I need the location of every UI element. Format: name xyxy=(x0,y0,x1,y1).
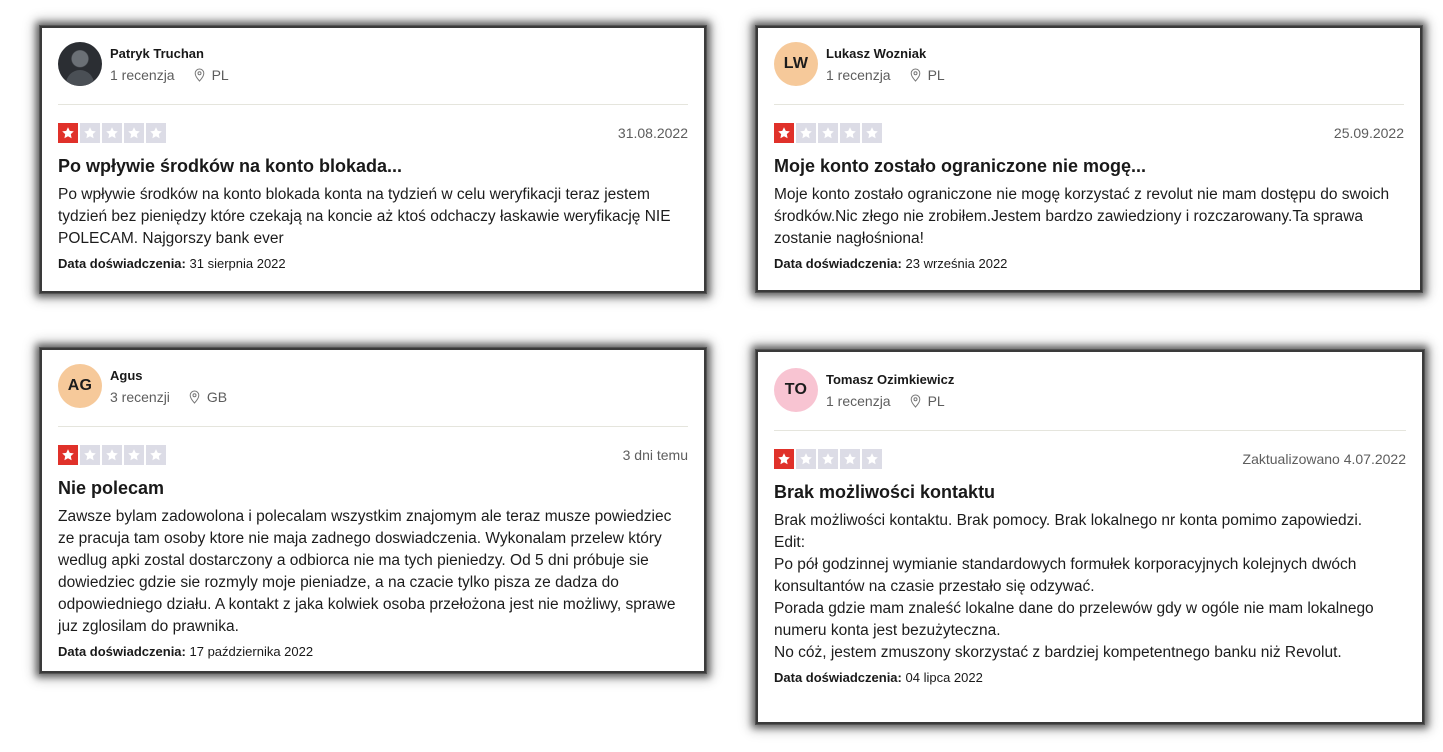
review-card xyxy=(40,26,706,293)
review-count: 1 recenzja xyxy=(110,67,175,83)
star-icon xyxy=(124,123,144,143)
star-icon xyxy=(58,445,78,465)
experience-label: Data doświadczenia: xyxy=(58,644,186,659)
experience-label: Data doświadczenia: xyxy=(58,256,186,271)
reviewer-meta xyxy=(826,67,945,83)
reviewer-meta xyxy=(826,393,945,409)
experience-date xyxy=(58,644,688,659)
experience-date-value: 17 października 2022 xyxy=(189,644,314,659)
review-date: 25.09.2022 xyxy=(1333,125,1404,141)
star-icon xyxy=(862,449,882,469)
star-rating xyxy=(58,445,166,465)
experience-date xyxy=(774,670,1406,685)
review-date: 3 dni temu xyxy=(622,447,688,463)
location-pin-icon xyxy=(909,394,922,408)
experience-date-value: 04 lipca 2022 xyxy=(905,670,983,685)
experience-date-value: 23 września 2022 xyxy=(905,256,1008,271)
star-rating xyxy=(58,123,166,143)
review-card xyxy=(756,350,1424,724)
star-rating xyxy=(774,123,882,143)
review-text: Zawsze bylam zadowolona i polecalam wszystkim znajomym ale teraz musze powiedziec ze pracuja tam osoby ktore nie maja zadnego doswiadczenia. Wykonalam przelew który wedlug apki zostal dostarczony a odbiorca nie ma tych pieniedzy. Od 5 dni próbuje sie dowiedziec gdzie sie rozmyly moje pieniadze, a na czacie tylko pisza ze dadza do odpowiedniego działu. A kontakt z jaka kolwiek osoba przełożona jest nie możliwy, sprawe juz zglosilam do prawnika. xyxy=(58,508,676,635)
review-header xyxy=(774,352,1406,431)
location-pin-icon xyxy=(193,68,206,82)
avatar[interactable] xyxy=(774,42,818,86)
review-header xyxy=(774,28,1404,105)
star-icon xyxy=(102,445,122,465)
reviewer-name[interactable]: Patryk Truchan xyxy=(110,46,204,61)
avatar-initials: AG xyxy=(67,377,93,394)
avatar-initials: TO xyxy=(784,381,808,398)
experience-date xyxy=(58,256,688,271)
star-icon xyxy=(146,445,166,465)
location-pin-icon xyxy=(909,68,922,82)
reviewer-country: PL xyxy=(927,67,945,83)
star-icon xyxy=(840,123,860,143)
star-icon xyxy=(774,123,794,143)
reviewer-country: GB xyxy=(206,389,228,405)
review-header xyxy=(58,350,688,427)
reviewer-meta xyxy=(110,67,229,83)
review-date: 31.08.2022 xyxy=(617,125,688,141)
reviewer-name[interactable]: Agus xyxy=(110,368,143,383)
reviewer-country: PL xyxy=(927,393,945,409)
star-icon xyxy=(818,123,838,143)
star-icon xyxy=(80,123,100,143)
avatar-initials: LW xyxy=(783,55,809,72)
review-text: Po wpływie środków na konto blokada konta na tydzień w celu weryfikacji teraz jestem tydzień bez pieniędzy które czekają na koncie aż ktoś odchaczy łaskawie weryfikację NIE POLECAM. Najgorszy bank ever xyxy=(58,186,671,247)
star-rating xyxy=(774,449,882,469)
review-text: Moje konto zostało ograniczone nie mogę korzystać z revolut nie mam dostępu do swoich środków.Nic złego nie zrobiłem.Jestem bardzo zawiedziony i rozczarowany.Ta sprawa zostanie nagłośniona! xyxy=(774,186,1390,247)
star-icon xyxy=(796,449,816,469)
experience-date xyxy=(774,256,1404,271)
review-count: 1 recenzja xyxy=(826,393,891,409)
star-icon xyxy=(796,123,816,143)
avatar[interactable] xyxy=(58,364,102,408)
star-icon xyxy=(862,123,882,143)
star-icon xyxy=(146,123,166,143)
avatar[interactable] xyxy=(58,42,102,86)
star-icon xyxy=(80,445,100,465)
avatar[interactable] xyxy=(774,368,818,412)
experience-label: Data doświadczenia: xyxy=(774,256,902,271)
reviewer-country: PL xyxy=(211,67,229,83)
review-count: 3 recenzji xyxy=(110,389,170,405)
experience-date-value: 31 sierpnia 2022 xyxy=(189,256,286,271)
star-icon xyxy=(58,123,78,143)
location-pin-icon xyxy=(188,390,201,404)
review-card xyxy=(40,348,706,673)
star-icon xyxy=(774,449,794,469)
review-card xyxy=(756,26,1422,292)
experience-label: Data doświadczenia: xyxy=(774,670,902,685)
reviewer-name[interactable]: Tomasz Ozimkiewicz xyxy=(826,372,955,387)
star-icon xyxy=(840,449,860,469)
review-date: Zaktualizowano 4.07.2022 xyxy=(1242,451,1406,467)
star-icon xyxy=(818,449,838,469)
star-icon xyxy=(102,123,122,143)
review-header xyxy=(58,28,688,105)
star-icon xyxy=(124,445,144,465)
review-title[interactable]: Moje konto zostało ograniczone nie mogę... xyxy=(774,156,1147,176)
review-title[interactable]: Brak możliwości kontaktu xyxy=(774,482,996,502)
review-title[interactable]: Nie polecam xyxy=(58,478,165,498)
review-count: 1 recenzja xyxy=(826,67,891,83)
review-text: Brak możliwości kontaktu. Brak pomocy. Brak lokalnego nr konta pomimo zapowiedzi. Edit: Po pół godzinnej wymianie standardowych formułek korporacyjnych kolejnych dwóch konsultantów na czasie przestało się odzywać. Porada gdzie mam znaleść lokalne dane do przelewów gdy w ogóle nie mam lokalnego numeru konta jest bezużyteczna. No cóż, jestem zmuszony skorzystać z bardziej kompetentnego banku niż Revolut. xyxy=(774,512,1374,661)
reviewer-name[interactable]: Lukasz Wozniak xyxy=(826,46,927,61)
reviewer-meta xyxy=(110,389,227,405)
review-title[interactable]: Po wpływie środków na konto blokada... xyxy=(58,156,403,176)
